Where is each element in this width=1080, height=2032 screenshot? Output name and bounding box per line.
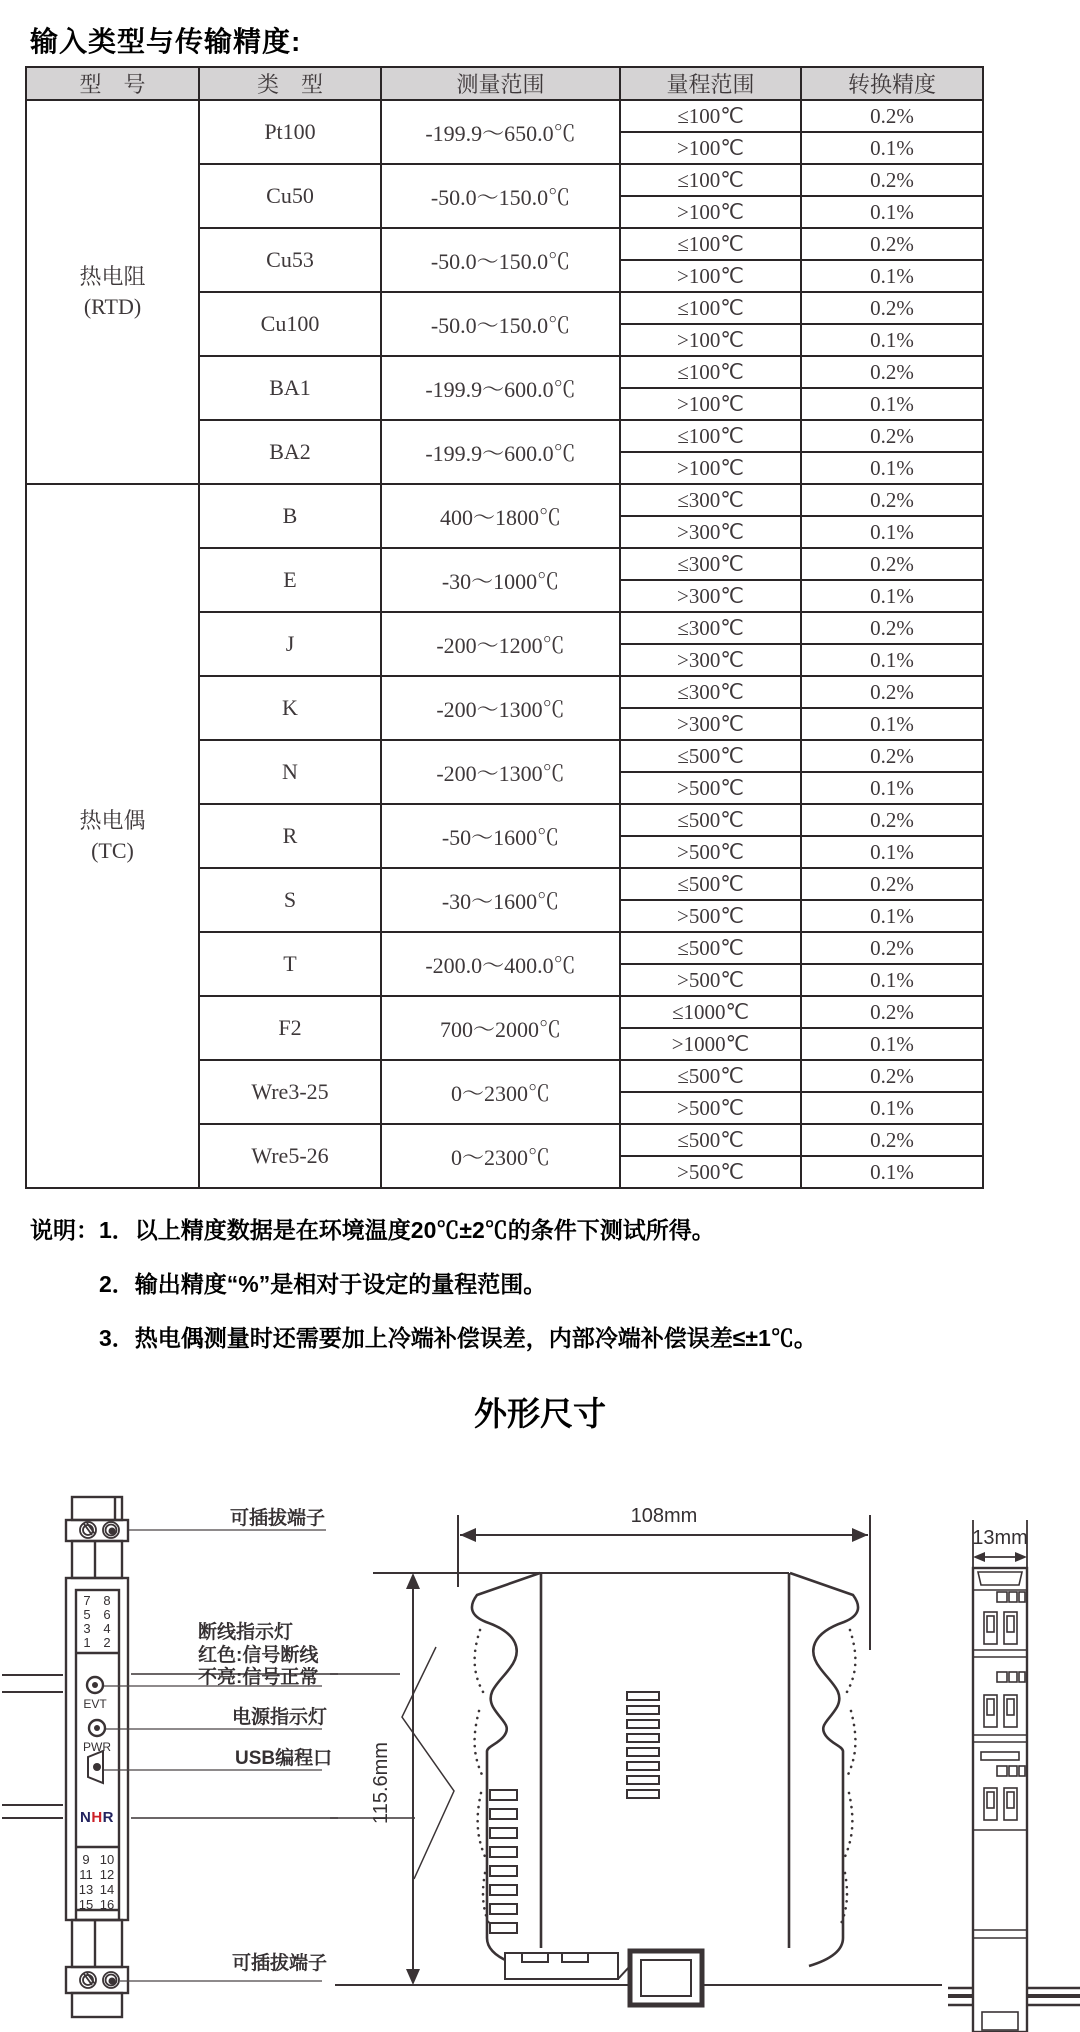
- accuracy-cell: 0.2%: [801, 484, 983, 516]
- accuracy-cell: 0.2%: [801, 804, 983, 836]
- limit-cell: >100℃: [620, 132, 801, 164]
- range-cell: -30～1600℃: [381, 868, 620, 932]
- type-cell: Cu100: [199, 292, 381, 356]
- type-cell: Wre3-25: [199, 1060, 381, 1124]
- type-cell: E: [199, 548, 381, 612]
- svg-text:15: 15: [78, 1897, 94, 1912]
- svg-text:1: 1: [83, 1635, 91, 1650]
- range-cell: 0～2300℃: [381, 1060, 620, 1124]
- label-plug-terminal-top: 可插拔端子: [230, 1508, 326, 1529]
- type-cell: S: [199, 868, 381, 932]
- accuracy-cell: 0.1%: [801, 644, 983, 676]
- type-cell: T: [199, 932, 381, 996]
- svg-text:14: 14: [99, 1882, 115, 1897]
- limit-cell: >100℃: [620, 452, 801, 484]
- limit-cell: >500℃: [620, 1156, 801, 1188]
- accuracy-cell: 0.2%: [801, 292, 983, 324]
- limit-cell: ≤500℃: [620, 740, 801, 772]
- accuracy-cell: 0.1%: [801, 964, 983, 996]
- svg-text:16: 16: [99, 1897, 115, 1912]
- accuracy-cell: 0.1%: [801, 1156, 983, 1188]
- notes-label: 说明：: [30, 1217, 99, 1243]
- accuracy-cell: 0.2%: [801, 228, 983, 260]
- label-power-indicator: 电源指示灯: [232, 1707, 328, 1728]
- label-break-off: 不亮:信号正常: [198, 1667, 319, 1688]
- svg-text:4: 4: [103, 1621, 111, 1636]
- limit-cell: ≤300℃: [620, 484, 801, 516]
- accuracy-cell: 0.1%: [801, 772, 983, 804]
- type-cell: BA1: [199, 356, 381, 420]
- dimensions-title: 外形尺寸: [474, 1395, 606, 1432]
- limit-cell: ≤500℃: [620, 932, 801, 964]
- svg-text:8: 8: [103, 1593, 111, 1608]
- range-cell: -30～1000℃: [381, 548, 620, 612]
- type-cell: K: [199, 676, 381, 740]
- limit-cell: >100℃: [620, 388, 801, 420]
- accuracy-cell: 0.2%: [801, 356, 983, 388]
- range-cell: 400～1800℃: [381, 484, 620, 548]
- range-cell: -50.0～150.0℃: [381, 292, 620, 356]
- limit-cell: ≤100℃: [620, 228, 801, 260]
- top-view-drawing: [948, 1500, 1080, 2032]
- accuracy-cell: 0.1%: [801, 260, 983, 292]
- accuracy-cell: 0.1%: [801, 196, 983, 228]
- limit-cell: ≤300℃: [620, 676, 801, 708]
- table-row: [26, 484, 983, 516]
- type-cell: BA2: [199, 420, 381, 484]
- range-cell: 700～2000℃: [381, 996, 620, 1060]
- type-cell: F2: [199, 996, 381, 1060]
- note-item: 3．热电偶测量时还需要加上冷端补偿误差，内部冷端补偿误差≤±1℃。: [99, 1325, 817, 1351]
- limit-cell: ≤100℃: [620, 100, 801, 132]
- column-header: 量程范围: [620, 67, 801, 100]
- limit-cell: >500℃: [620, 964, 801, 996]
- pwr-led-icon: [94, 1725, 100, 1731]
- type-cell: J: [199, 612, 381, 676]
- type-cell: N: [199, 740, 381, 804]
- type-cell: Wre5-26: [199, 1124, 381, 1188]
- limit-cell: ≤300℃: [620, 612, 801, 644]
- limit-cell: >500℃: [620, 836, 801, 868]
- range-cell: -200～1200℃: [381, 612, 620, 676]
- limit-cell: >500℃: [620, 900, 801, 932]
- vent-slats-left: [490, 1790, 517, 1933]
- label-plug-terminal-bottom: 可插拔端子: [232, 1953, 328, 1974]
- limit-cell: ≤500℃: [620, 868, 801, 900]
- limit-cell: >300℃: [620, 580, 801, 612]
- limit-cell: ≤1000℃: [620, 996, 801, 1028]
- limit-cell: ≤100℃: [620, 420, 801, 452]
- limit-cell: ≤100℃: [620, 356, 801, 388]
- svg-text:11: 11: [79, 1867, 93, 1882]
- accuracy-cell: 0.2%: [801, 612, 983, 644]
- limit-cell: >300℃: [620, 516, 801, 548]
- range-cell: -200～1300℃: [381, 676, 620, 740]
- accuracy-cell: 0.2%: [801, 1124, 983, 1156]
- svg-text:7: 7: [83, 1593, 91, 1608]
- column-header: 型 号: [26, 67, 199, 100]
- evt-led-icon: [92, 1682, 98, 1688]
- limit-cell: ≤500℃: [620, 804, 801, 836]
- accuracy-cell: 0.2%: [801, 996, 983, 1028]
- table-row: [26, 100, 983, 132]
- range-cell: -199.9～650.0℃: [381, 100, 620, 164]
- range-cell: -50.0～150.0℃: [381, 164, 620, 228]
- type-cell: B: [199, 484, 381, 548]
- accuracy-cell: 0.2%: [801, 932, 983, 964]
- accuracy-cell: 0.2%: [801, 164, 983, 196]
- model-cell: 热电阻 (RTD): [26, 100, 199, 484]
- range-cell: -200.0～400.0℃: [381, 932, 620, 996]
- spec-table: [25, 66, 984, 1189]
- limit-cell: >300℃: [620, 644, 801, 676]
- type-cell: Cu53: [199, 228, 381, 292]
- accuracy-cell: 0.1%: [801, 900, 983, 932]
- svg-text:9: 9: [82, 1852, 90, 1867]
- svg-text:13: 13: [78, 1882, 94, 1897]
- svg-text:6: 6: [103, 1607, 111, 1622]
- accuracy-cell: 0.2%: [801, 740, 983, 772]
- column-header: 转换精度: [801, 67, 983, 100]
- limit-cell: >500℃: [620, 1092, 801, 1124]
- note-item: 1．以上精度数据是在环境温度20℃±2℃的条件下测试所得。: [99, 1217, 715, 1243]
- limit-cell: ≤300℃: [620, 548, 801, 580]
- note-item: 2．输出精度“%”是相对于设定的量程范围。: [99, 1271, 547, 1297]
- type-cell: R: [199, 804, 381, 868]
- limit-cell: >300℃: [620, 708, 801, 740]
- type-cell: Cu50: [199, 164, 381, 228]
- limit-cell: ≤100℃: [620, 292, 801, 324]
- label-break-red: 红色:信号断线: [198, 1645, 319, 1666]
- accuracy-cell: 0.2%: [801, 1060, 983, 1092]
- svg-text:5: 5: [83, 1607, 91, 1622]
- limit-cell: ≤500℃: [620, 1124, 801, 1156]
- range-cell: -50～1600℃: [381, 804, 620, 868]
- accuracy-cell: 0.1%: [801, 132, 983, 164]
- pwr-label: PWR: [83, 1740, 111, 1754]
- notes-block: [30, 1212, 1050, 1374]
- width-dimension-label: 108mm: [630, 1505, 698, 1527]
- height-dimension-label: 115.6mm: [370, 1742, 392, 1824]
- accuracy-cell: 0.1%: [801, 452, 983, 484]
- limit-cell: ≤100℃: [620, 164, 801, 196]
- svg-text:12: 12: [99, 1867, 115, 1882]
- accuracy-cell: 0.1%: [801, 388, 983, 420]
- side-view-drawing: [330, 1495, 950, 2032]
- accuracy-cell: 0.2%: [801, 868, 983, 900]
- page-title: 输入类型与传输精度:: [30, 26, 302, 57]
- label-break-indicator: 断线指示灯: [198, 1622, 294, 1643]
- vent-slats-right: [627, 1692, 659, 1798]
- accuracy-cell: 0.1%: [801, 708, 983, 740]
- screw-dot: [109, 1528, 116, 1535]
- svg-text:10: 10: [99, 1852, 115, 1867]
- note-items: [99, 1212, 817, 1374]
- accuracy-cell: 0.1%: [801, 516, 983, 548]
- accuracy-cell: 0.1%: [801, 1028, 983, 1060]
- evt-label: EVT: [83, 1697, 107, 1711]
- type-cell: Pt100: [199, 100, 381, 164]
- nhr-logo: NHR: [79, 1809, 115, 1826]
- limit-cell: ≤500℃: [620, 1060, 801, 1092]
- svg-text:2: 2: [103, 1635, 111, 1650]
- accuracy-cell: 0.1%: [801, 580, 983, 612]
- range-cell: -50.0～150.0℃: [381, 228, 620, 292]
- front-view-drawing: [0, 1445, 340, 2032]
- model-cell: 热电偶 (TC): [26, 484, 199, 1188]
- svg-text:3: 3: [83, 1621, 91, 1636]
- accuracy-cell: 0.1%: [801, 324, 983, 356]
- accuracy-cell: 0.2%: [801, 100, 983, 132]
- limit-cell: >500℃: [620, 772, 801, 804]
- accuracy-cell: 0.2%: [801, 548, 983, 580]
- range-cell: -199.9～600.0℃: [381, 356, 620, 420]
- limit-cell: >100℃: [620, 196, 801, 228]
- limit-cell: >1000℃: [620, 1028, 801, 1060]
- column-header: 类 型: [199, 67, 381, 100]
- limit-cell: >100℃: [620, 260, 801, 292]
- accuracy-cell: 0.2%: [801, 420, 983, 452]
- accuracy-cell: 0.1%: [801, 1092, 983, 1124]
- range-cell: -199.9～600.0℃: [381, 420, 620, 484]
- limit-cell: >100℃: [620, 324, 801, 356]
- accuracy-cell: 0.1%: [801, 836, 983, 868]
- accuracy-cell: 0.2%: [801, 676, 983, 708]
- range-cell: 0～2300℃: [381, 1124, 620, 1188]
- depth-dimension-label: 13mm: [972, 1527, 1028, 1549]
- column-header: 测量范围: [381, 67, 620, 100]
- terminal-numbers-bottom: [79, 1852, 114, 1912]
- range-cell: -200～1300℃: [381, 740, 620, 804]
- label-usb-port: USB编程口: [235, 1748, 333, 1769]
- terminal-numbers-top: [83, 1593, 110, 1650]
